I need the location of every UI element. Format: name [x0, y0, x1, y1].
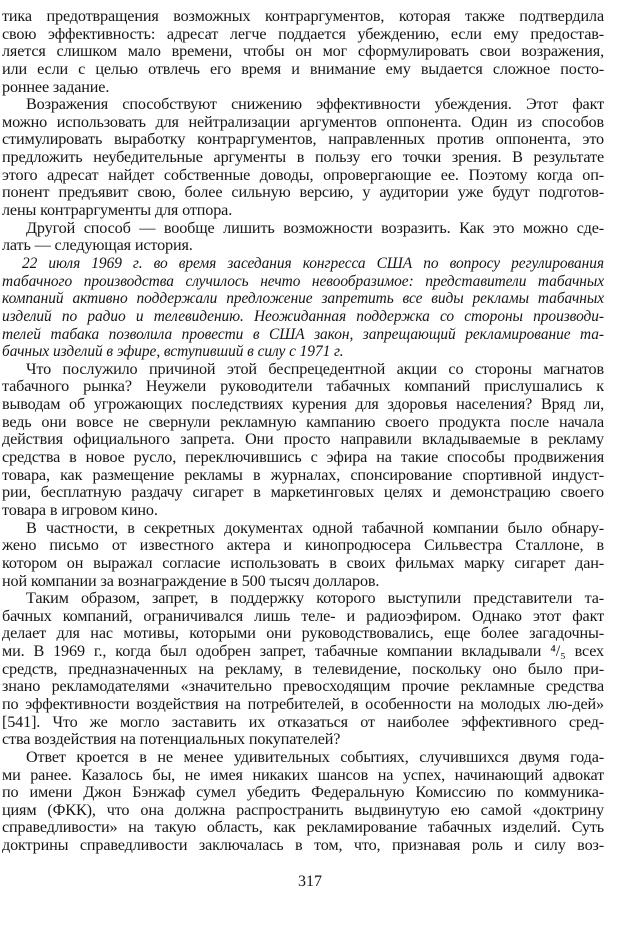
- text-line: циям (ФКК), что она должна распространить выдвинутую ею самой «доктрину: [2, 801, 604, 819]
- paragraph: [2, 520, 604, 591]
- text-line: можно использовать для нейтрализации аргументов оппонента. Один из способов: [2, 113, 604, 131]
- text-line: бачных компаний, ограничивался лишь теле- и радиоэфиром. Однако этот факт: [2, 607, 604, 625]
- text-line: ми ранее. Казалось бы, не имея никаких шансов на успех, начинающий адвокат: [2, 766, 604, 784]
- text-line: свою эффективность: адресат легче поддается убеждению, если ему предостав-: [2, 25, 604, 43]
- text-line: по эффективности воздействия на потребителей, в особенности на молодых лю-дей»: [2, 695, 604, 713]
- text-line: роннее задание.: [2, 78, 110, 96]
- text-line: справедливости» на такую область, как рекламирование табачных изделий. Суть: [2, 819, 604, 837]
- page-body-text: [2, 8, 604, 855]
- text-line: или если с целью отвлечь его время и внимание ему выдается сложное посто-: [2, 60, 604, 78]
- page-number: 317: [298, 873, 322, 890]
- text-line: стимулировать выработку контраргументов, направленных против оппонента, это: [2, 131, 604, 149]
- text-line: табачного производства случилось нечто невообразимое: представители табачных: [2, 272, 604, 290]
- text-line: этого адресат найдет собственные доводы, опровергающие ее. Поэтому когда оп-: [2, 166, 604, 184]
- text-line: Другой способ — вообще лишить возможности возразить. Как это можно сде-: [26, 219, 604, 237]
- text-line: знано рекламодателями «значительно превосходящим прочие рекламные средства: [2, 678, 604, 696]
- text-line: средства в новое русло, переключившись с эфира на такие способы продвижения: [2, 449, 604, 467]
- text-line: Ответ кроется в не менее удивительных событиях, случившихся двумя года-: [26, 748, 604, 766]
- text-line: по имени Джон Бэнжаф сумел убедить Федеральную Комиссию по коммуника-: [2, 784, 604, 802]
- paragraph-continuation: [2, 8, 604, 96]
- paragraph-italic-story: [2, 255, 604, 361]
- paragraph: [2, 96, 604, 219]
- text-line: компаний активно поддержали предложение запретить все виды рекламы табачных: [2, 290, 604, 308]
- text-line: ства воздействия на потенциальных покупателей?: [2, 731, 341, 749]
- text-line: В частности, в секретных документах одной табачной компании было обнару-: [26, 519, 604, 537]
- paragraph: [2, 590, 604, 749]
- text-line: рии, бесплатную раздачу сигарет в маркетинговых целях и демонстрацию своего: [2, 484, 604, 502]
- text-line: жено письмо от известного актера и кинопродюсера Сильвестра Сталлоне, в: [2, 537, 604, 555]
- text-line: 22 июля 1969 г. во время заседания конгресса США по вопросу регулирования: [22, 254, 604, 272]
- text-line: бачных изделий в эфире, вступивший в силу с 1971 г.: [2, 343, 344, 361]
- text-line: лать — следующая история.: [2, 237, 193, 255]
- text-line: ми. В 1969 г., когда был одобрен запрет, табачные компании вкладывали ⁴/₅ всех: [2, 643, 604, 661]
- text-line: ной компании за вознаграждение в 500 тысяч долларов.: [2, 572, 380, 590]
- text-line: средств, предназначенных на рекламу, в телевидение, поскольку оно было при-: [2, 660, 604, 678]
- text-line: делает для нас мотивы, которыми они руководствовались, еще более загадочны-: [2, 625, 604, 643]
- text-line: предложить неубедительные аргументы в пользу его точки зрения. В результате: [2, 149, 604, 167]
- text-line: ведь они вовсе не свернули рекламную кампанию своего продукта после начала: [2, 413, 604, 431]
- text-line: изделий по радио и телевидению. Неожиданная поддержка со стороны производи-: [2, 307, 604, 325]
- text-line: выводам об угрожающих последствиях курения для здоровья населения? Вряд ли,: [2, 396, 604, 414]
- paragraph: [2, 749, 604, 855]
- text-line: тика предотвращения возможных контраргументов, которая также подтвердила: [2, 8, 604, 25]
- paragraph: [2, 220, 604, 255]
- paragraph: [2, 361, 604, 520]
- text-line: Возражения способствуют снижению эффективности убеждения. Этот факт: [26, 96, 604, 114]
- text-line: Что послужило причиной этой беспрецедентной акции со стороны магнатов: [26, 360, 604, 378]
- text-line: котором он выражал согласие использовать в своих фильмах марку сигарет дан-: [2, 554, 604, 572]
- text-line: доктрины справедливости заключалась в том, что, признавая роль и силу воз-: [2, 837, 604, 855]
- text-line: товара в игровом кино.: [2, 501, 158, 519]
- text-line: лены контраргументы для отпора.: [2, 202, 233, 220]
- text-line: товара, как размещение рекламы в журналах, спонсирование спортивной индуст-: [2, 466, 604, 484]
- text-line: ляется слишком мало времени, чтобы он мог сформулировать свои возражения,: [2, 43, 604, 61]
- text-line: понент предъявит свою, более сильную версию, у аудитории уже будут подготов-: [2, 184, 604, 202]
- text-line: телей табака позволила провести в США закон, запрещающий рекламирование та-: [2, 325, 604, 343]
- text-line: [541]. Что же могло заставить их отказаться от наиболее эффективного сред-: [2, 713, 604, 731]
- text-line: табачного рынка? Неужели руководители табачных компаний прислушались к: [2, 378, 604, 396]
- text-line: действия официального запрета. Они просто направили вкладываемые в рекламу: [2, 431, 604, 449]
- text-line: Таким образом, запрет, в поддержку которого выступили представители та-: [26, 590, 604, 608]
